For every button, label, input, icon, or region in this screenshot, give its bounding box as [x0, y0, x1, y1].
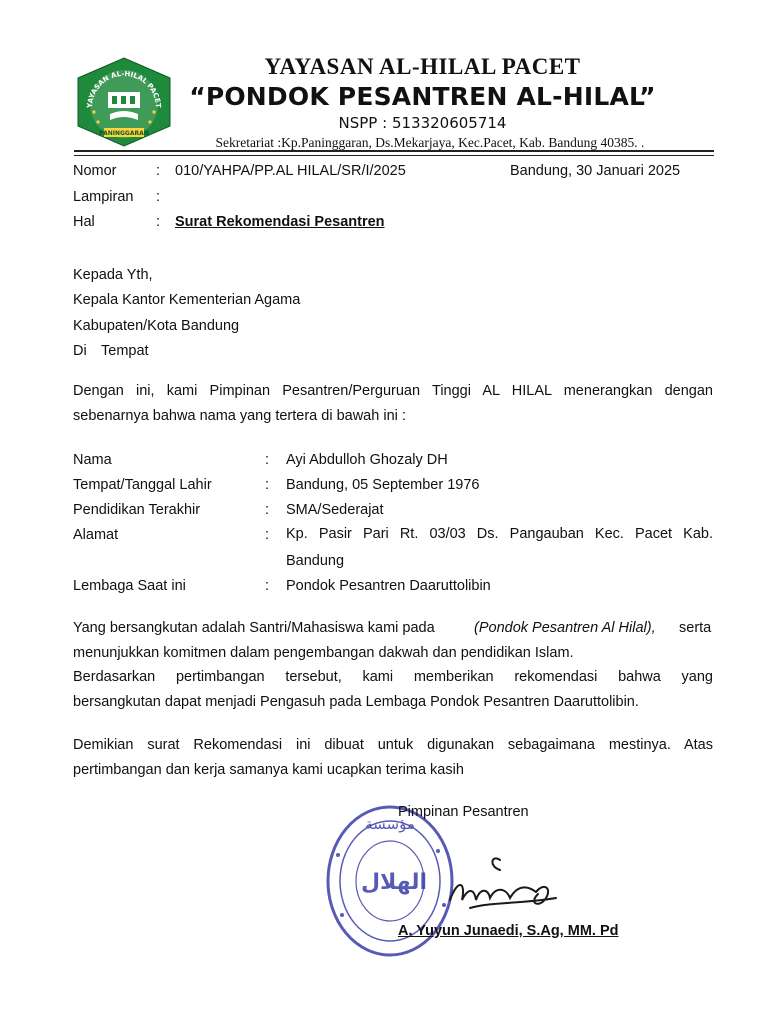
detail-colon: : [265, 502, 270, 518]
detail-value-nama: Ayi Abdulloh Ghozaly DH [286, 452, 448, 468]
hal-label: Hal [73, 214, 95, 230]
signatory-title: Pimpinan Pesantren [398, 804, 529, 820]
lampiran-colon: : [156, 189, 161, 205]
body-p3-line2: pertimbangan dan kerja samanya kami ucapkan terima kasih [73, 762, 464, 778]
recipient-place-prefix: Di [73, 343, 87, 359]
detail-label-nama: Nama [73, 452, 112, 468]
recipient-region: Kabupaten/Kota Bandung [73, 318, 240, 334]
detail-label-ttl: Tempat/Tanggal Lahir [73, 477, 212, 493]
detail-value-alamat: Kp. Pasir Pari Rt. 03/03 Ds. Pangauban Kec. Pacet Kab. [286, 526, 713, 542]
recipient-greeting: Kepada Yth, [73, 267, 153, 283]
intro-line-1: Dengan ini, kami Pimpinan Pesantren/Perguruan Tinggi AL HILAL menerangkan dengan [73, 383, 713, 399]
signatory-name: A. Yuyun Junaedi, S.Ag, MM. Pd [398, 923, 619, 939]
letter-date: Bandung, 30 Januari 2025 [510, 163, 681, 179]
body-p1-line1-c: serta [679, 620, 712, 636]
recipient-office: Kepala Kantor Kementerian Agama [73, 292, 301, 308]
svg-text:YAYASAN AL-HILAL PACET: YAYASAN AL-HILAL PACET [85, 69, 163, 109]
letterhead-rule-thick [74, 150, 714, 152]
detail-value-ttl: Bandung, 05 September 1976 [286, 477, 480, 493]
detail-colon: : [265, 477, 270, 493]
nomor-colon: : [156, 163, 161, 179]
secretariat-address: Sekretariat :Kp.Paninggaran, Ds.Mekarjaya, Kec.Pacet, Kab. Bandung 40385. . [215, 135, 645, 150]
detail-value-alamat-2: Bandung [286, 553, 345, 569]
foundation-logo [74, 56, 174, 148]
nomor-label: Nomor [73, 163, 117, 179]
svg-text:الهلال: الهلال [360, 870, 428, 895]
handwritten-signature [410, 848, 560, 928]
lampiran-label: Lampiran [73, 189, 134, 205]
svg-text:PANINGGARAN: PANINGGARAN [99, 130, 149, 137]
detail-label-lembaga: Lembaga Saat ini [73, 578, 186, 594]
detail-label-alamat: Alamat [73, 527, 119, 543]
body-p3-line1: Demikian surat Rekomendasi ini dibuat untuk digunakan sebagaimana mestinya. Atas [73, 737, 713, 753]
body-p1-line1-a: Yang bersangkutan adalah Santri/Mahasiswa kami pada [73, 620, 435, 636]
nspp-number: NSPP : 513320605714 [338, 114, 507, 132]
school-name: “PONDOK PESANTREN AL-HILAL” [189, 82, 656, 111]
detail-label-pendidikan: Pendidikan Terakhir [73, 502, 201, 518]
detail-colon: : [265, 527, 270, 543]
hal-colon: : [156, 214, 161, 230]
nomor-value: 010/YAHPA/PP.AL HILAL/SR/I/2025 [175, 163, 406, 179]
hal-value: Surat Rekomendasi Pesantren [175, 214, 385, 230]
detail-value-pendidikan: SMA/Sederajat [286, 502, 384, 518]
foundation-name: YAYASAN AL-HILAL PACET [264, 54, 581, 79]
recipient-place: Tempat [101, 343, 149, 359]
letterhead-rule-thin [74, 155, 714, 156]
body-p2-line1: Berdasarkan pertimbangan tersebut, kami memberikan rekomendasi bahwa yang [73, 669, 713, 685]
detail-colon: : [265, 452, 270, 468]
body-p1-line2: menunjukkan komitmen dalam pengembangan dakwah dan pendidikan Islam. [73, 645, 574, 661]
body-p2-line2: bersangkutan dapat menjadi Pengasuh pada Lembaga Pondok Pesantren Daaruttolibin. [73, 694, 639, 710]
detail-colon: : [265, 578, 270, 594]
body-p1-line1-b: (Pondok Pesantren Al Hilal), [474, 620, 656, 636]
svg-text:مؤسسة: مؤسسة [365, 815, 415, 833]
detail-value-lembaga: Pondok Pesantren Daaruttolibin [286, 578, 491, 594]
intro-line-2: sebenarnya bahwa nama yang tertera di bawah ini : [73, 408, 406, 424]
